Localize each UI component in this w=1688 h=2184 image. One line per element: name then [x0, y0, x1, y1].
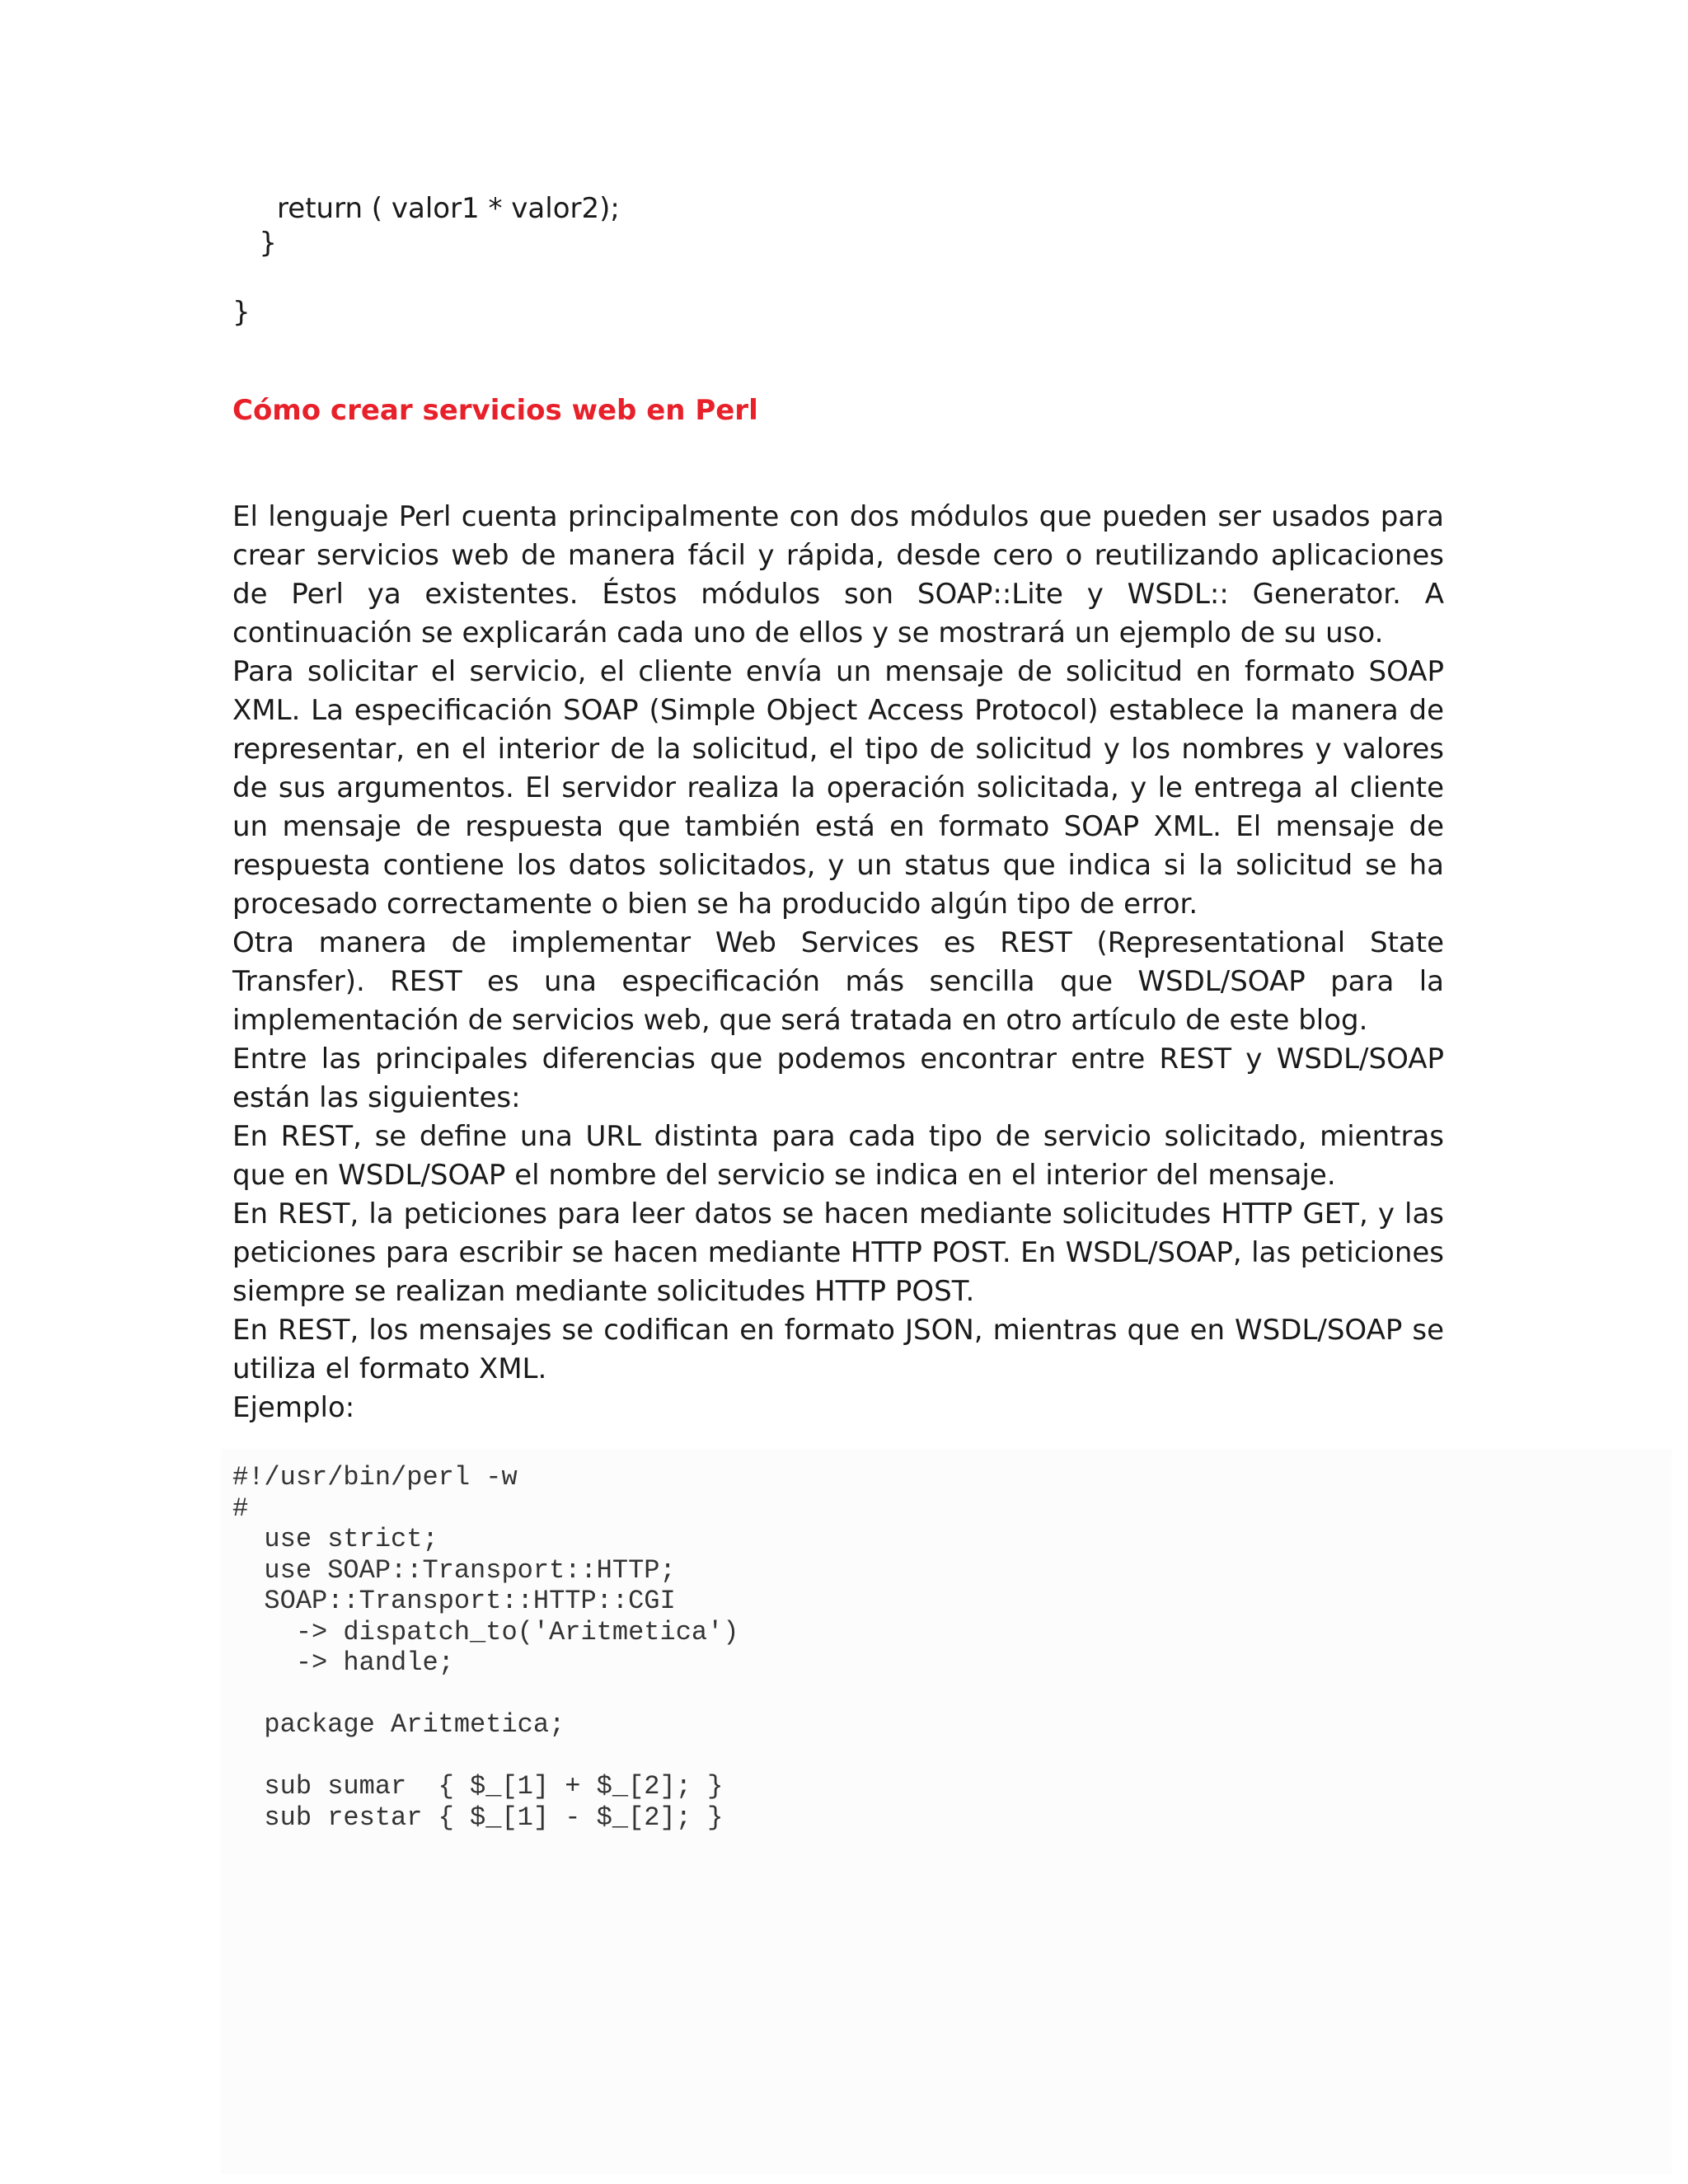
paragraph-soap: Para solicitar el servicio, el cliente envía un mensaje de solicitud en formato SOAP XML. La especificación SOAP (Simple Object Access Protocol) establece la manera de representar, en el interior de la solicitud, el tipo de solicitud y los nombres y valores de sus argumentos. El servidor realiza la operación solicitada, y le entrega al cliente un mensaje de respuesta que también está en formato SOAP XML. El mensaje de respuesta contiene los datos solicitados, y un status que indica si la solicitud se ha procesado correctamente o bien se ha producido algún tipo de error.: [232, 655, 1444, 921]
body-text: [232, 498, 1444, 1427]
paragraph-differences: Entre las principales diferencias que podemos encontrar entre REST y WSDL/SOAP están las siguientes:: [232, 1043, 1444, 1114]
paragraph-difference-format: En REST, los mensajes se codifican en formato JSON, mientras que en WSDL/SOAP se utiliza el formato XML.: [232, 1314, 1444, 1385]
paragraph-intro: El lenguaje Perl cuenta principalmente con dos módulos que pueden ser usados para crear servicios web de manera fácil y rápida, desde cero o reutilizando aplicaciones de Perl ya existentes. Éstos módulos son SOAP::Lite y WSDL:: Generator. A continuación se explicarán cada uno de ellos y se mostrará un ejemplo de su uso.: [232, 500, 1444, 649]
paragraph-example-label: Ejemplo:: [232, 1391, 355, 1424]
code-snippet-perl: #!/usr/bin/perl -w # use strict; use SOAP::Transport::HTTP; SOAP::Transport::HTTP::CGI -> dispatch_to('Aritmetica') -> handle; package Aritmetica; sub sumar { $_[1] + $_[2]; } sub restar { $_[1] - $_[2]; }: [232, 1462, 739, 1833]
code-block: [221, 1449, 1672, 2174]
paragraph-difference-url: En REST, se define una URL distinta para cada tipo de servicio solicitado, mientras que en WSDL/SOAP el nombre del servicio se indica en el interior del mensaje.: [232, 1120, 1444, 1192]
code-snippet-top: return ( valor1 * valor2); } }: [232, 192, 620, 329]
paragraph-difference-http: En REST, la peticiones para leer datos se hacen mediante solicitudes HTTP GET, y las peticiones para escribir se hacen mediante HTTP POST. En WSDL/SOAP, las peticiones siempre se realizan mediante solicitudes HTTP POST.: [232, 1197, 1444, 1308]
paragraph-rest: Otra manera de implementar Web Services es REST (Representational State Transfer). REST es una especificación más sencilla que WSDL/SOAP para la implementación de servicios web, que será tratada en otro artículo de este blog.: [232, 926, 1444, 1037]
section-heading: Cómo crear servicios web en Perl: [232, 394, 758, 427]
